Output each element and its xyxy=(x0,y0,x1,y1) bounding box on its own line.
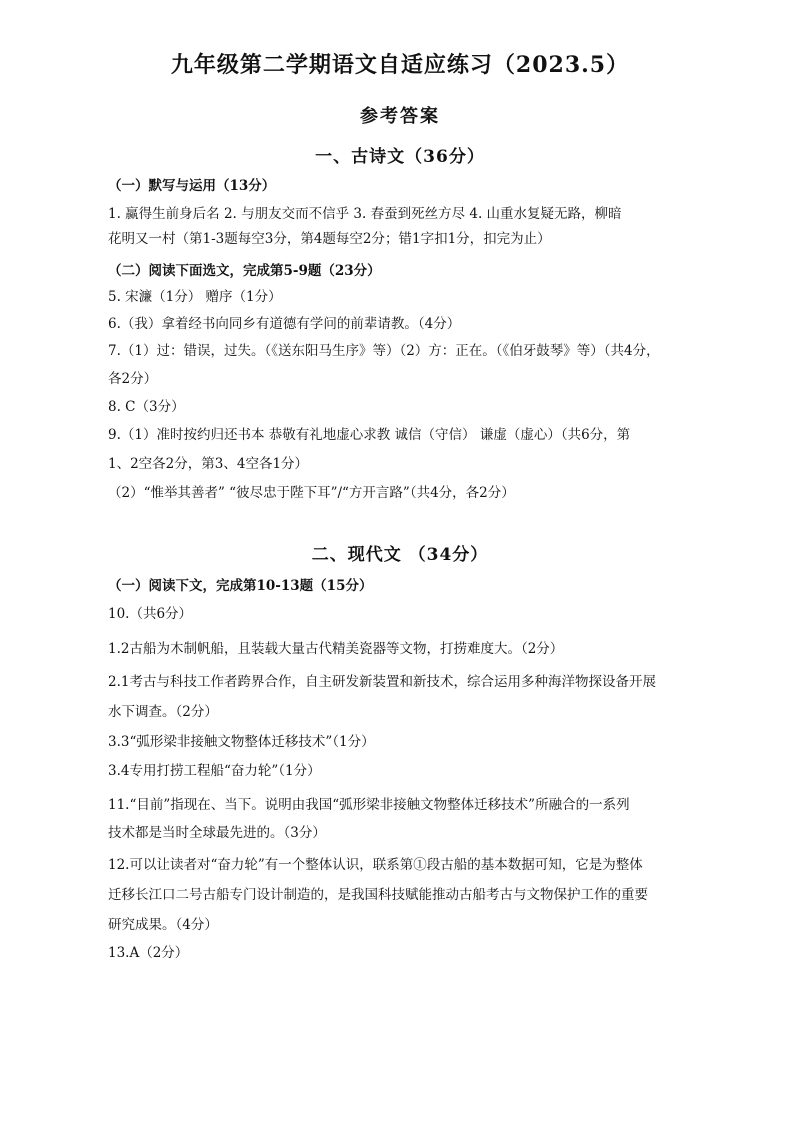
answer-line: 9.（1）准时按约归还书本 恭敬有礼地虚心求教 诚信（守信） 谦虚（虚心）（共6分，第 xyxy=(108,427,631,443)
answer-line: 2.1考古与科技工作者跨界合作，自主研发新装置和新技术，综合运用多种海洋物探设备开展 xyxy=(108,674,656,690)
page-subtitle: 参考答案 xyxy=(360,106,440,127)
answer-line: 迁移长江口二号古船专门设计制造的，是我国科技赋能推动古船考古与文物保护工作的重要 xyxy=(108,887,648,903)
answer-line: 各2分） xyxy=(108,371,158,387)
section-2-title: 二、现代文 （34分） xyxy=(311,545,489,565)
answer-line: 1.2古船为木制帆船，且装载大量古代精美瓷器等文物，打捞难度大。（2分） xyxy=(108,641,564,657)
answer-line: 1. 赢得生前身后名 2. 与朋友交而不信乎 3. 春蚕到死丝方尽 4. 山重水复疑无路，柳暗 xyxy=(108,206,622,222)
section-1-subheading-1: （一）默写与运用（13分） xyxy=(108,178,276,194)
answer-line: 13.A（2分） xyxy=(108,945,189,961)
answer-line: 11.“目前”指现在、当下。说明由我国“弧形梁非接触文物整体迁移技术”所融合的一系列 xyxy=(108,797,630,813)
answer-line: 技术都是当时全球最先进的。（3分） xyxy=(108,825,326,841)
answer-line: 7.（1）过：错误，过失。（《送东阳马生序》等）（2）方：正在。（《伯牙鼓琴》等）（共4分， xyxy=(108,343,660,359)
answer-line: 8. C（3分） xyxy=(108,399,185,415)
answer-line: 12.可以让读者对“奋力轮”有一个整体认识，联系第①段古船的基本数据可知，它是为整体 xyxy=(108,857,643,873)
section-1-subheading-2: （二）阅读下面选文，完成第5-9题（23分） xyxy=(108,263,381,279)
answer-line: 5. 宋濂（1分） 赠序（1分） xyxy=(108,289,282,305)
answer-line: （2）“惟举其善者” “彼尽忠于陛下耳”/“方开言路”（共4分，各2分） xyxy=(108,485,515,501)
page-title: 九年级第二学期语文自适应练习（2023.5） xyxy=(170,52,630,78)
answer-line: 10.（共6分） xyxy=(108,606,193,622)
answer-line: 3.4专用打捞工程船“奋力轮”（1分） xyxy=(108,763,321,779)
answer-line: 研究成果。（4分） xyxy=(108,917,218,933)
answer-line: 3.3“弧形梁非接触文物整体迁移技术”（1分） xyxy=(108,734,375,750)
section-1-title: 一、古诗文（36分） xyxy=(315,147,485,167)
answer-line: 水下调查。（2分） xyxy=(108,704,218,720)
answer-line: 1、2空各2分，第3、4空各1分） xyxy=(108,456,309,472)
section-2-subheading-1: （一）阅读下文，完成第10-13题（15分） xyxy=(108,578,373,594)
answer-line: 花明又一村（第1-3题每空3分，第4题每空2分；错1字扣1分，扣完为止） xyxy=(108,231,551,247)
answer-line: 6.（我）拿着经书向同乡有道德有学问的前辈请教。（4分） xyxy=(108,316,461,332)
